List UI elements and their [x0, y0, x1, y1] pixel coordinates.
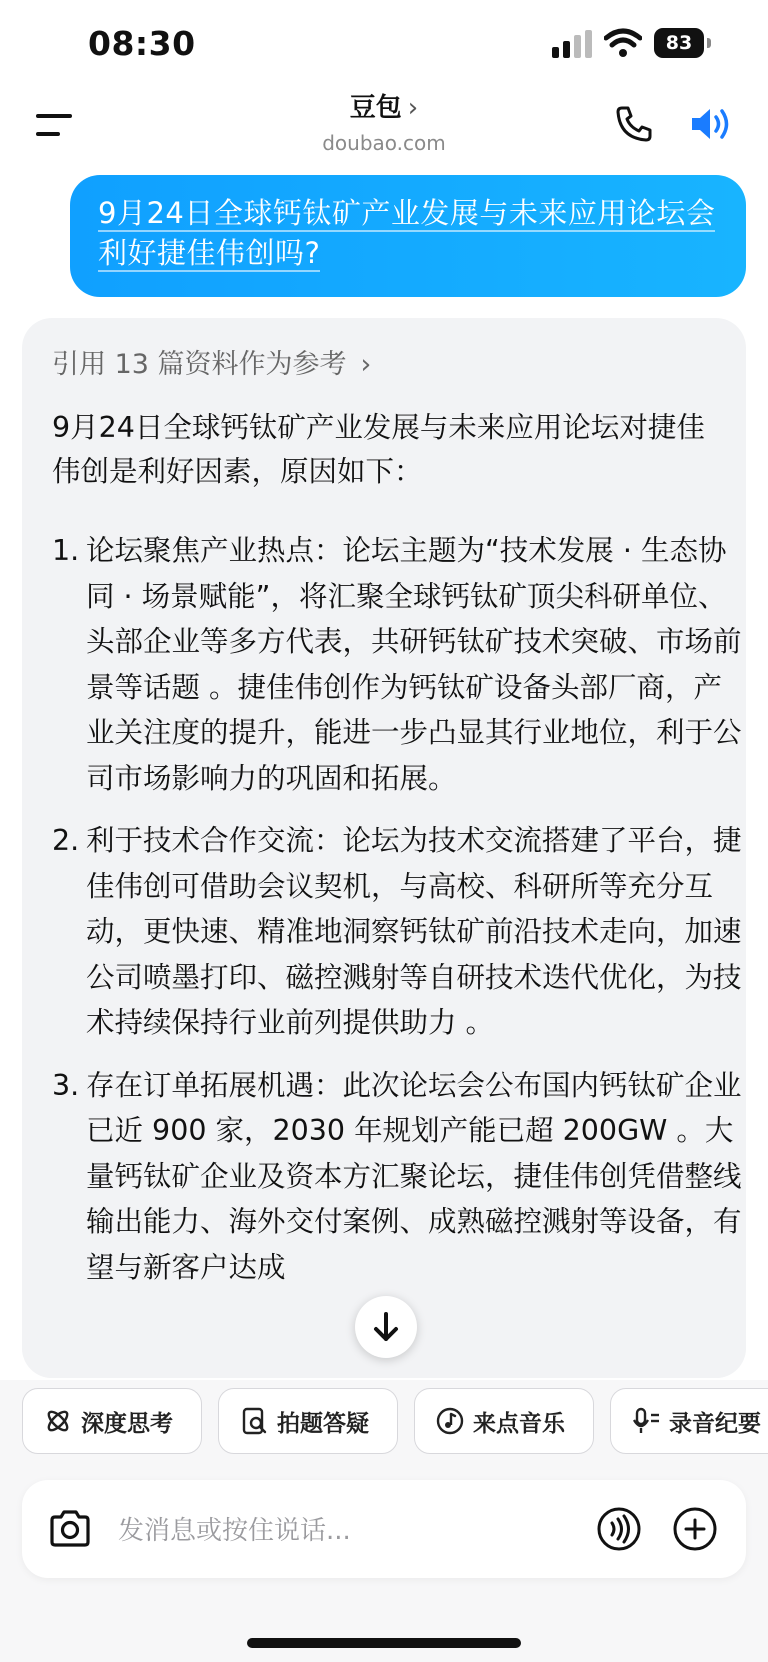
- scan-question-icon: [239, 1406, 269, 1436]
- list-item-text: 存在订单拓展机遇：此次论坛会公布国内钙钛矿企业已近 900 家，2030 年规划产能已超 200GW 。大量钙钛矿企业及资本方汇聚论坛，捷佳伟创凭借整线输出能力、海外交付案例、成熟磁控溅射等设备，有望与新客户达成: [86, 1068, 742, 1284]
- quick-actions-bar: [0, 1380, 768, 1460]
- composer-area: [0, 1460, 768, 1662]
- phone-icon[interactable]: [614, 104, 654, 144]
- message-input[interactable]: 发消息或按住说话...: [118, 1516, 351, 1546]
- speaker-icon[interactable]: [690, 104, 734, 144]
- user-message-bubble[interactable]: [70, 175, 746, 297]
- menu-icon[interactable]: [36, 112, 74, 140]
- answer-intro: 9月24日全球钙钛矿产业发展与未来应用论坛对捷佳伟创是利好因素，原因如下：: [52, 411, 705, 488]
- list-item: [52, 818, 742, 1046]
- list-item-number: 1.: [52, 534, 80, 567]
- atom-icon: [43, 1406, 73, 1436]
- list-item-number: 3.: [52, 1068, 80, 1102]
- user-message-text: 9月24日全球钙钛矿产业发展与未来应用论坛会利好捷佳伟创吗?: [98, 196, 716, 270]
- battery-icon: [654, 28, 712, 58]
- home-indicator[interactable]: [247, 1638, 521, 1648]
- answer-list: [52, 528, 742, 1307]
- quick-action-music[interactable]: 来点音乐: [414, 1388, 594, 1454]
- message-input-box[interactable]: [22, 1480, 746, 1578]
- header-title[interactable]: 豆包 ›: [234, 90, 534, 126]
- voice-wave-icon[interactable]: [596, 1506, 642, 1552]
- plus-icon[interactable]: [672, 1506, 718, 1552]
- quick-action-recording-notes[interactable]: 录音纪要: [610, 1388, 768, 1454]
- header-title-block[interactable]: [234, 90, 534, 158]
- camera-icon[interactable]: [48, 1508, 92, 1550]
- list-item-number: 2.: [52, 824, 80, 857]
- chevron-right-icon: ›: [360, 349, 372, 380]
- list-item-text: 论坛聚焦产业热点：论坛主题为“技术发展 · 生态协同 · 场景赋能”，将汇聚全球钙钛矿顶尖科研单位、头部企业等多方代表，共研钙钛矿技术突破、市场前景等话题 。捷佳伟创作为钙钛矿设备头部厂商，产业关注度的提升，能进一步凸显其行业地位，利于公司市场影响力的巩固和拓展。: [86, 534, 742, 795]
- quick-action-photo-question[interactable]: 拍题答疑: [218, 1388, 398, 1454]
- battery-level: 83: [654, 28, 704, 58]
- cellular-signal-icon: [552, 30, 592, 58]
- wifi-icon: [604, 28, 642, 58]
- status-time: 08:30: [88, 24, 196, 63]
- header-subtitle: doubao.com: [322, 131, 446, 155]
- quick-action-deep-think[interactable]: 深度思考: [22, 1388, 202, 1454]
- list-item: [52, 528, 742, 801]
- list-item: [52, 1063, 742, 1291]
- list-item-text: 利于技术合作交流：论坛为技术交流搭建了平台，捷佳伟创可借助会议契机，与高校、科研所等充分互动，更快速、精准地洞察钙钛矿前沿技术走向，加速公司喷墨打印、磁控溅射等自研技术迭代优化，为技术持续保持行业前列提供助力 。: [86, 824, 742, 1039]
- music-icon: [435, 1406, 465, 1436]
- chat-header: [0, 90, 768, 170]
- assistant-answer-card: [22, 318, 746, 1378]
- reference-link[interactable]: 引用 13 篇资料作为参考 ›: [52, 349, 372, 380]
- mic-notes-icon: [631, 1406, 661, 1436]
- arrow-down-icon[interactable]: [355, 1296, 417, 1358]
- chevron-right-icon: ›: [407, 93, 419, 123]
- status-bar: [0, 0, 768, 90]
